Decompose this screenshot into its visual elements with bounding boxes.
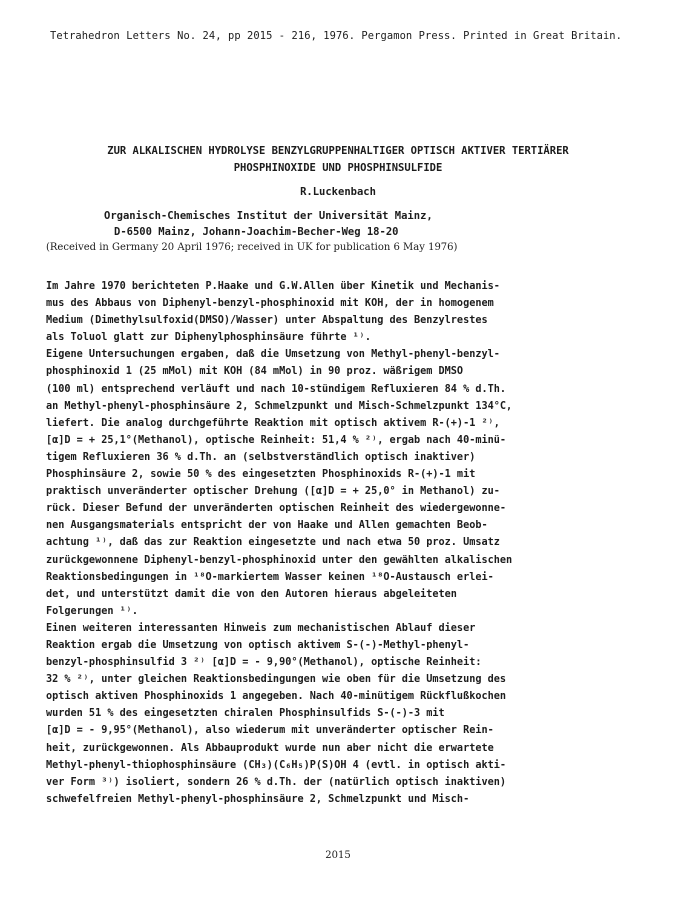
body-text	[46, 278, 646, 808]
body-line: [α]D = + 25,1°(Methanol), optische Reinheit: 51,4 % ²⁾, ergab nach 40-minü-	[46, 434, 507, 446]
article-title	[40, 143, 636, 177]
body-line: Medium (Dimethylsulfoxid(DMSO)/Wasser) unter Abspaltung des Benzylrestes	[46, 315, 488, 327]
body-line: Methyl-phenyl-thiophosphinsäure (CH₃)(C₆H₅)P(S)OH 4 (evtl. in optisch akti-	[46, 759, 507, 771]
body-line: nen Ausgangsmaterials entspricht der von Haake und Allen gemachten Beob-	[46, 520, 488, 532]
body-line: (100 ml) entsprechend verläuft und nach 10-stündigem Refluxieren 84 % d.Th.	[46, 383, 507, 395]
body-line: Folgerungen ¹⁾.	[46, 605, 139, 617]
author-name: R.Luckenbach	[300, 186, 376, 198]
body-line: det, und unterstützt damit die von den Autoren hieraus abgeleiteten	[46, 588, 457, 600]
title-line-2: PHOSPHINOXIDE UND PHOSPHINSULFIDE	[233, 162, 443, 174]
body-line: tigem Refluxieren 36 % d.Th. an (selbstverständlich optisch inaktiver)	[46, 451, 476, 463]
body-line: phosphinoxid 1 (25 mMol) mit KOH (84 mMol) in 90 proz. wäßrigem DMSO	[46, 366, 464, 378]
body-line: als Toluol glatt zur Diphenylphosphinsäure führte ¹⁾.	[46, 332, 372, 344]
body-line: an Methyl-phenyl-phosphinsäure 2, Schmelzpunkt und Misch-Schmelzpunkt 134°C,	[46, 400, 513, 412]
body-line: Reaktionsbedingungen in ¹⁸O-markiertem Wasser keinen ¹⁸O-Austausch erlei-	[46, 571, 494, 583]
journal-header: Tetrahedron Letters No. 24, pp 2015 - 216, 1976. Pergamon Press. Printed in Great Britain.	[50, 30, 623, 42]
affiliation-line-2: D-6500 Mainz, Johann-Joachim-Becher-Weg 18-20	[114, 226, 399, 238]
body-line: Im Jahre 1970 berichteten P.Haake und G.W.Allen über Kinetik und Mechanis-	[46, 281, 500, 292]
body-line: [α]D = - 9,95°(Methanol), also wiederum mit unveränderter optischer Rein-	[46, 725, 494, 737]
body-line: wurden 51 % des eingesetzten chiralen Phosphinsulfids S-(-)-3 mit	[46, 708, 445, 720]
body-line: liefert. Die analog durchgeführte Reaktion mit optisch aktivem R-(+)-1 ²⁾,	[46, 417, 500, 429]
body-line: rück. Dieser Befund der unveränderten optischen Reinheit des wiedergewonne-	[46, 503, 507, 515]
affiliation-line-1: Organisch-Chemisches Institut der Universität Mainz,	[104, 210, 433, 222]
page-number: 2015	[325, 850, 351, 861]
body-line: ver Form ³⁾) isoliert, sondern 26 % d.Th. der (natürlich optisch inaktiven)	[46, 776, 507, 788]
body-line: benzyl-phosphinsulfid 3 ²⁾ [α]D = - 9,90°(Methanol), optische Reinheit:	[46, 657, 482, 669]
body-line: Einen weiteren interessanten Hinweis zum mechanistischen Ablauf dieser	[46, 622, 476, 634]
body-line: schwefelfreien Methyl-phenyl-phosphinsäure 2, Schmelzpunkt und Misch-	[46, 793, 470, 805]
received-dates: (Received in Germany 20 April 1976; received in UK for publication 6 May 1976)	[46, 242, 458, 253]
body-line: Eigene Untersuchungen ergaben, daß die Umsetzung von Methyl-phenyl-benzyl-	[46, 349, 500, 361]
body-line: optisch aktiven Phosphinoxids 1 angegeben. Nach 40-minütigem Rückflußkochen	[46, 691, 507, 703]
body-line: praktisch unveränderter optischer Drehung ([α]D = + 25,0° in Methanol) zu-	[46, 486, 500, 498]
body-line: zurückgewonnene Diphenyl-benzyl-phosphinoxid unter den gewählten alkalischen	[46, 554, 513, 566]
body-line: Reaktion ergab die Umsetzung von optisch aktivem S-(-)-Methyl-phenyl-	[46, 639, 470, 651]
body-line: achtung ¹⁾, daß das zur Reaktion eingesetzte und nach etwa 50 proz. Umsatz	[46, 537, 500, 549]
body-line: Phosphinsäure 2, sowie 50 % des eingesetzten Phosphinoxids R-(+)-1 mit	[46, 469, 476, 481]
body-line: mus des Abbaus von Diphenyl-benzyl-phosphinoxid mit KOH, der in homogenem	[46, 298, 494, 310]
body-line: heit, zurückgewonnen. Als Abbauprodukt wurde nun aber nicht die erwartete	[46, 742, 494, 754]
title-line-1: ZUR ALKALISCHEN HYDROLYSE BENZYLGRUPPENHALTIGER OPTISCH AKTIVER TERTIÄRER	[107, 145, 569, 157]
body-line: 32 % ²⁾, unter gleichen Reaktionsbedingungen wie oben für die Umsetzung des	[46, 674, 507, 686]
